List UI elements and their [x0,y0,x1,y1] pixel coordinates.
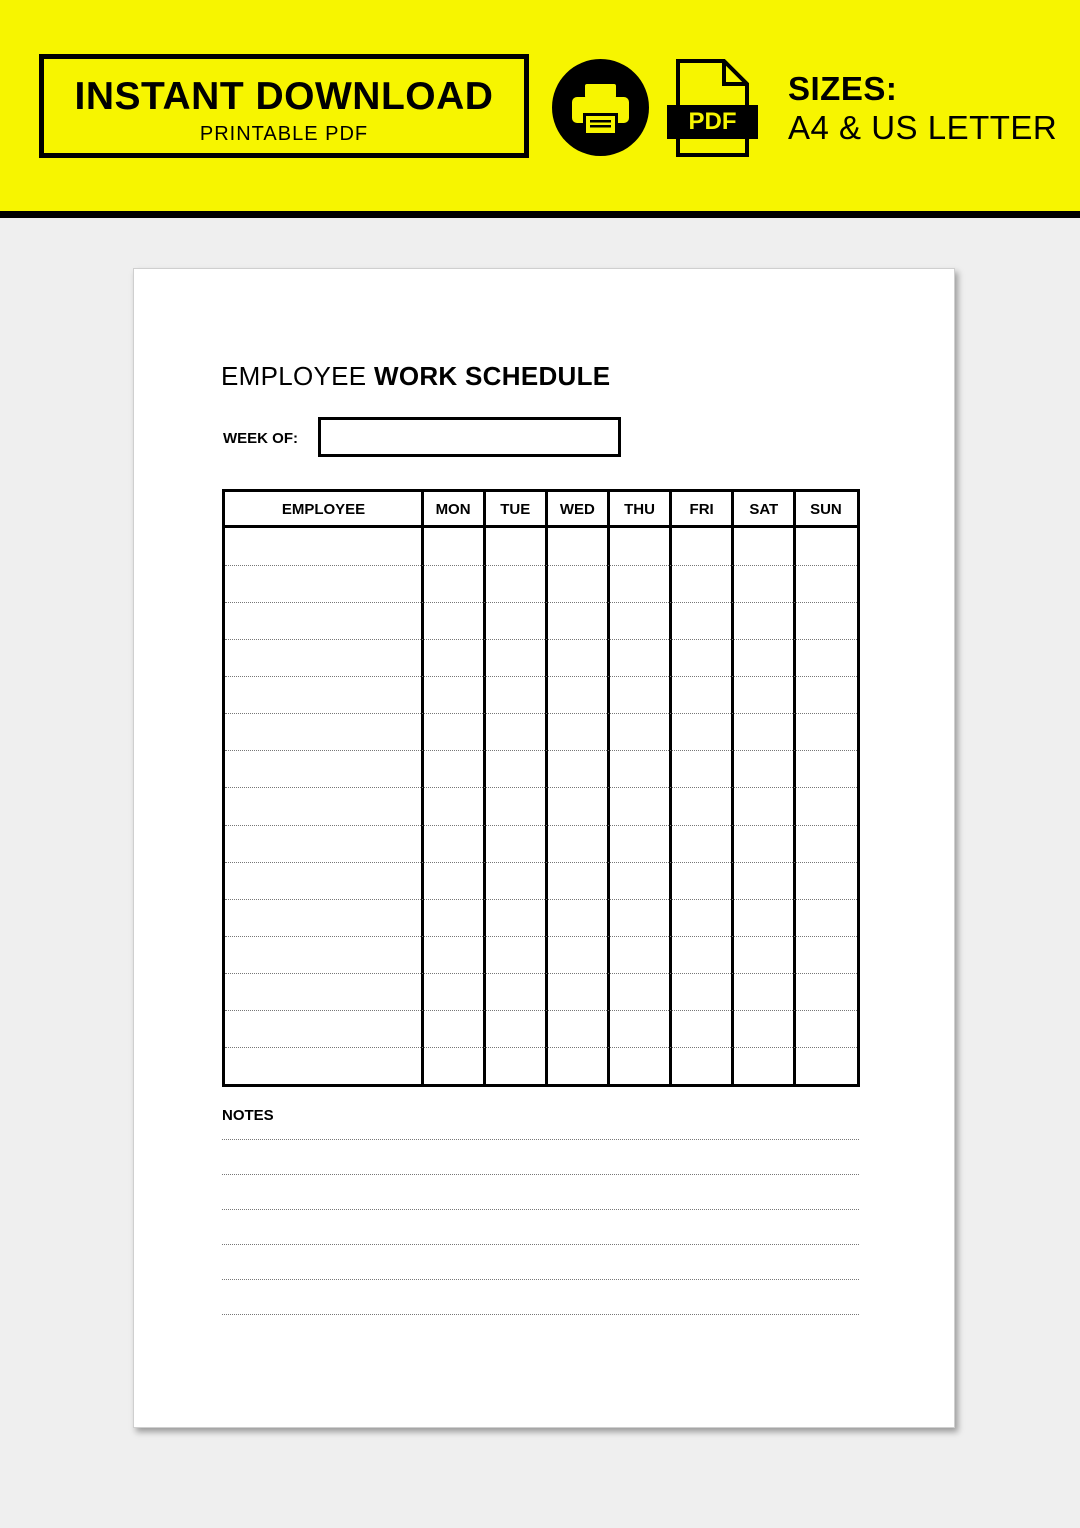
week-of-label: WEEK OF: [223,430,298,447]
table-row-divider [225,713,857,714]
table-row-divider [225,639,857,640]
table-row-divider [225,676,857,677]
column-header-tue: TUE [500,501,531,518]
column-header-sun: SUN [810,501,842,518]
pdf-label: PDF [688,108,737,135]
instant-download-badge [39,54,529,158]
schedule-table [222,489,860,1087]
column-header-employee: EMPLOYEE [281,501,366,518]
table-row-divider [225,750,857,751]
notes-label: NOTES [222,1107,274,1124]
table-row-divider [225,825,857,826]
table-row-divider [225,862,857,863]
column-header-fri: FRI [689,501,714,518]
column-header-wed: WED [559,501,595,518]
table-row-divider [225,602,857,603]
column-header-mon: MON [435,501,471,518]
week-of-field[interactable] [318,417,621,457]
sizes-value: A4 & US LETTER [788,109,1058,146]
top-banner [0,0,1080,212]
note-line[interactable] [222,1209,859,1210]
banner-divider [0,211,1080,218]
note-line[interactable] [222,1174,859,1175]
table-row-divider [225,1010,857,1011]
printable-sheet [133,268,955,1428]
column-header-sat: SAT [749,501,779,518]
note-line[interactable] [222,1244,859,1245]
table-row-divider [225,1047,857,1048]
column-header-thu: THU [624,501,655,518]
note-line[interactable] [222,1314,859,1315]
note-line[interactable] [222,1279,859,1280]
printable-pdf-subtitle: PRINTABLE PDF [199,123,369,145]
sizes-label: SIZES: [788,70,898,107]
table-row-divider [225,565,857,566]
title-light: EMPLOYEE [221,361,374,391]
pdf-file-icon [666,58,758,158]
printer-icon [552,59,649,156]
table-header-row [225,492,857,528]
table-row-divider [225,787,857,788]
document-title [221,361,610,392]
title-bold: WORK SCHEDULE [373,361,611,391]
instant-download-title: INSTANT DOWNLOAD [74,75,494,118]
table-row-divider [225,899,857,900]
note-line[interactable] [222,1139,859,1140]
table-row-divider [225,973,857,974]
table-row-divider [225,936,857,937]
